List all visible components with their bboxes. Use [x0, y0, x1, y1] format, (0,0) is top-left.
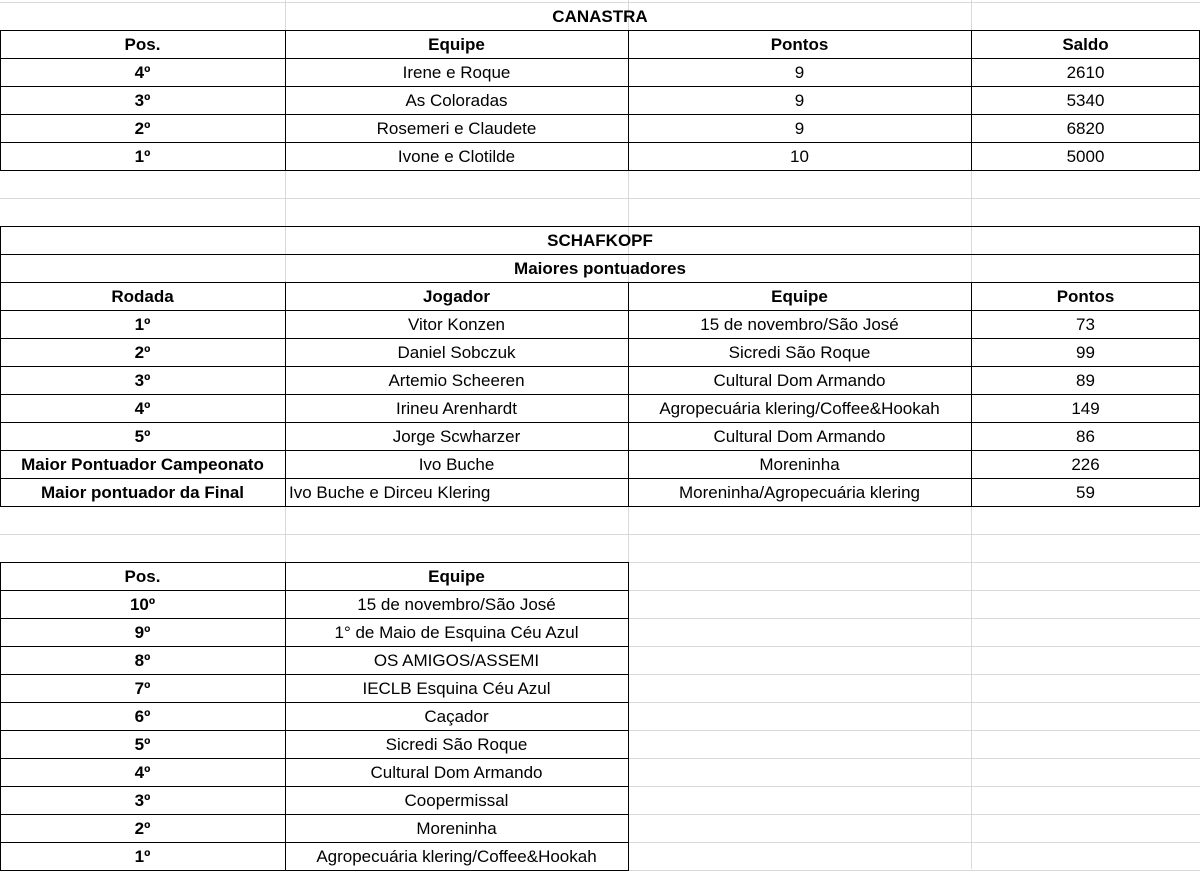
border-v	[628, 562, 629, 871]
schafkopf-cell: 15 de novembro/São José	[700, 314, 899, 334]
schafkopf-cell: Ivo Buche e Dirceu Klering	[289, 482, 491, 502]
schafkopf-title: SCHAFKOPF	[547, 230, 653, 250]
schafkopf-cell: 2º	[134, 342, 151, 362]
classificacao-cell: Agropecuária klering/Coffee&Hookah	[316, 846, 597, 866]
canastra-cell: 3º	[134, 90, 151, 110]
canastra-cell: 6820	[1066, 118, 1105, 138]
schafkopf-cell: Cultural Dom Armando	[713, 426, 886, 446]
classificacao-cell: OS AMIGOS/ASSEMI	[373, 650, 540, 670]
canastra-header-saldo: Saldo	[1062, 34, 1109, 54]
canastra-cell: 9	[794, 90, 805, 110]
classificacao-cell: 9º	[134, 622, 151, 642]
canastra-cell: As Coloradas	[405, 90, 508, 110]
classificacao-cell: Caçador	[424, 706, 489, 726]
schafkopf-subtitle: Maiores pontuadores	[514, 258, 686, 278]
canastra-cell: 5340	[1066, 90, 1105, 110]
schafkopf-cell: Ivo Buche	[418, 454, 495, 474]
classificacao-cell: Moreninha	[416, 818, 497, 838]
schafkopf-header-rodada: Rodada	[111, 286, 174, 306]
schafkopf-cell: Agropecuária klering/Coffee&Hookah	[659, 398, 940, 418]
schafkopf-cell: 1º	[134, 314, 151, 334]
canastra-cell: 4º	[134, 62, 151, 82]
canastra-cell: Irene e Roque	[402, 62, 511, 82]
classificacao-cell: 8º	[134, 650, 151, 670]
canastra-cell: 2610	[1066, 62, 1105, 82]
canastra-header-pos: Pos.	[124, 34, 161, 54]
classificacao-cell: 10º	[129, 594, 156, 614]
canastra-title: CANASTRA	[552, 6, 648, 26]
gridline-h	[0, 198, 1200, 199]
classificacao-cell: Cultural Dom Armando	[370, 762, 543, 782]
schafkopf-cell: Vitor Konzen	[407, 314, 506, 334]
schafkopf-cell: 4º	[134, 398, 151, 418]
canastra-cell: 1º	[134, 146, 151, 166]
schafkopf-cell: 3º	[134, 370, 151, 390]
schafkopf-header-equipe: Equipe	[771, 286, 828, 306]
schafkopf-cell: 73	[1076, 314, 1095, 334]
classificacao-cell: 6º	[134, 706, 151, 726]
gridline-h	[0, 534, 1200, 535]
classificacao-header-equipe: Equipe	[428, 566, 485, 586]
canastra-header-equipe: Equipe	[428, 34, 485, 54]
classificacao-cell: 2º	[134, 818, 151, 838]
schafkopf-header-jogador: Jogador	[422, 286, 491, 306]
classificacao-cell: 7º	[134, 678, 151, 698]
schafkopf-cell: Moreninha	[759, 454, 840, 474]
canastra-cell: Ivone e Clotilde	[397, 146, 516, 166]
border-h	[0, 170, 1200, 171]
canastra-cell: 10	[790, 146, 809, 166]
schafkopf-cell: 89	[1076, 370, 1095, 390]
schafkopf-cell: 5º	[134, 426, 151, 446]
schafkopf-cell: 59	[1076, 482, 1095, 502]
canastra-cell: Rosemeri e Claudete	[376, 118, 537, 138]
schafkopf-cell: Maior pontuador da Final	[40, 482, 245, 502]
classificacao-header-pos: Pos.	[124, 566, 161, 586]
schafkopf-cell: Artemio Scheeren	[388, 370, 525, 390]
schafkopf-cell: Irineu Arenhardt	[396, 398, 517, 418]
schafkopf-cell: Cultural Dom Armando	[713, 370, 886, 390]
schafkopf-cell: 149	[1071, 398, 1100, 418]
classificacao-cell: IECLB Esquina Céu Azul	[362, 678, 551, 698]
classificacao-cell: 4º	[134, 762, 151, 782]
schafkopf-cell: Maior Pontuador Campeonato	[21, 454, 264, 474]
schafkopf-header-pontos: Pontos	[1056, 286, 1115, 306]
classificacao-cell: 3º	[134, 790, 151, 810]
schafkopf-cell: 86	[1076, 426, 1095, 446]
schafkopf-cell: Daniel Sobczuk	[397, 342, 516, 362]
canastra-cell: 9	[794, 62, 805, 82]
schafkopf-cell: 226	[1071, 454, 1100, 474]
classificacao-cell: 1° de Maio de Esquina Céu Azul	[334, 622, 579, 642]
classificacao-cell: Coopermissal	[404, 790, 509, 810]
canastra-header-pontos: Pontos	[770, 34, 829, 54]
schafkopf-cell: 99	[1076, 342, 1095, 362]
classificacao-cell: 1º	[134, 846, 151, 866]
schafkopf-cell: Jorge Scwharzer	[392, 426, 521, 446]
border-h	[0, 506, 1200, 507]
schafkopf-cell: Moreninha/Agropecuária klering	[679, 482, 920, 502]
classificacao-cell: Sicredi São Roque	[385, 734, 528, 754]
classificacao-cell: 15 de novembro/São José	[357, 594, 556, 614]
canastra-cell: 5000	[1066, 146, 1105, 166]
classificacao-cell: 5º	[134, 734, 151, 754]
canastra-cell: 2º	[134, 118, 151, 138]
schafkopf-cell: Sicredi São Roque	[728, 342, 871, 362]
canastra-cell: 9	[794, 118, 805, 138]
